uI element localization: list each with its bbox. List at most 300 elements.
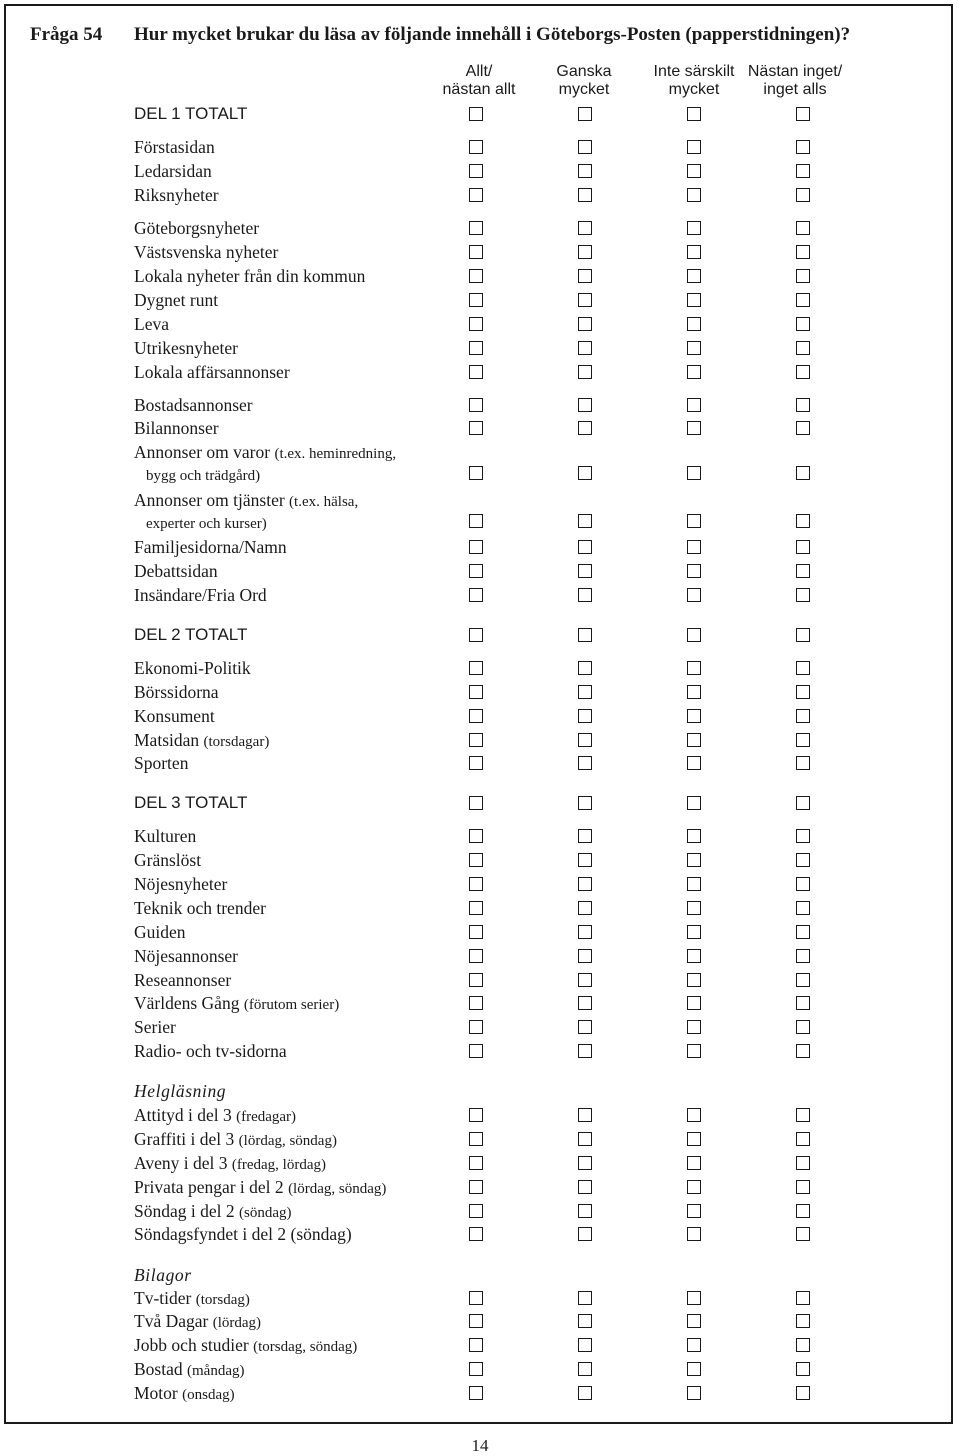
- checkbox-not-much[interactable]: [687, 925, 701, 939]
- checkbox-not-much[interactable]: [687, 188, 701, 202]
- checkbox-all[interactable]: [469, 221, 483, 235]
- row-label: [134, 945, 238, 967]
- checkbox-not-much[interactable]: [687, 1314, 701, 1328]
- checkbox-quite-much[interactable]: [578, 540, 592, 554]
- checkbox-nothing[interactable]: [796, 588, 810, 602]
- row-label-note: (t.ex. heminredning,: [274, 446, 397, 462]
- checkbox-quite-much[interactable]: [578, 140, 592, 154]
- checkbox-not-much[interactable]: [687, 685, 701, 699]
- checkbox-all[interactable]: [469, 1291, 483, 1305]
- checkbox-nothing[interactable]: [796, 1108, 810, 1122]
- checkbox-all[interactable]: [469, 877, 483, 891]
- row-label-text: Serier: [134, 1017, 176, 1037]
- row-label-text: Söndagsfyndet i del 2 (söndag): [134, 1224, 352, 1244]
- checkbox-quite-much[interactable]: [578, 588, 592, 602]
- checkbox-quite-much[interactable]: [578, 1386, 592, 1400]
- row-label: [134, 489, 358, 535]
- checkbox-all[interactable]: [469, 514, 483, 528]
- checkbox-nothing[interactable]: [796, 685, 810, 699]
- checkbox-quite-much[interactable]: [578, 514, 592, 528]
- row-label-text: Lokala affärsannonser: [134, 362, 290, 382]
- checkbox-all[interactable]: [469, 317, 483, 331]
- row-label: [134, 825, 196, 847]
- checkbox-nothing[interactable]: [796, 1291, 810, 1305]
- checkbox-quite-much[interactable]: [578, 829, 592, 843]
- row-label: [134, 921, 186, 943]
- checkbox-all[interactable]: [469, 1132, 483, 1146]
- checkbox-all[interactable]: [469, 1386, 483, 1400]
- checkbox-nothing[interactable]: [796, 221, 810, 235]
- checkbox-nothing[interactable]: [796, 1180, 810, 1194]
- row-label-text: Bilannonser: [134, 418, 219, 438]
- row-label-text: Insändare/Fria Ord: [134, 585, 267, 605]
- checkbox-quite-much[interactable]: [578, 293, 592, 307]
- row-label: [134, 289, 218, 311]
- row-label-note: (onsdag): [182, 1387, 235, 1403]
- checkbox-not-much[interactable]: [687, 1156, 701, 1170]
- row-label-text: Graffiti i del 3: [134, 1129, 239, 1149]
- checkbox-all[interactable]: [469, 756, 483, 770]
- checkbox-quite-much[interactable]: [578, 925, 592, 939]
- checkbox-all[interactable]: [469, 996, 483, 1010]
- checkbox-all[interactable]: [469, 796, 483, 810]
- row-label-text: Två Dagar: [134, 1311, 209, 1331]
- checkbox-quite-much[interactable]: [578, 996, 592, 1010]
- row-label: [134, 265, 365, 287]
- checkbox-quite-much[interactable]: [578, 564, 592, 578]
- checkbox-nothing[interactable]: [796, 1132, 810, 1146]
- page-number: 14: [471, 1436, 489, 1455]
- checkbox-not-much[interactable]: [687, 996, 701, 1010]
- row-label: [134, 1016, 176, 1038]
- row-label: [134, 313, 169, 335]
- checkbox-quite-much[interactable]: [578, 1108, 592, 1122]
- checkbox-not-much[interactable]: [687, 1338, 701, 1352]
- checkbox-not-much[interactable]: [687, 901, 701, 915]
- checkbox-not-much[interactable]: [687, 293, 701, 307]
- checkbox-nothing[interactable]: [796, 925, 810, 939]
- checkbox-nothing[interactable]: [796, 628, 810, 642]
- checkbox-quite-much[interactable]: [578, 466, 592, 480]
- checkbox-all[interactable]: [469, 398, 483, 412]
- checkbox-all[interactable]: [469, 1362, 483, 1376]
- checkbox-nothing[interactable]: [796, 540, 810, 554]
- checkbox-quite-much[interactable]: [578, 1156, 592, 1170]
- checkbox-not-much[interactable]: [687, 107, 701, 121]
- checkbox-quite-much[interactable]: [578, 685, 592, 699]
- checkbox-not-much[interactable]: [687, 1386, 701, 1400]
- checkbox-not-much[interactable]: [687, 853, 701, 867]
- checkbox-quite-much[interactable]: [578, 245, 592, 259]
- checkbox-quite-much[interactable]: [578, 365, 592, 379]
- row-label-text: Göteborgsnyheter: [134, 218, 260, 238]
- row-label-text: Teknik och trender: [134, 898, 266, 918]
- checkbox-quite-much[interactable]: [578, 796, 592, 810]
- checkbox-nothing[interactable]: [796, 1338, 810, 1352]
- column-header-quite-much: Ganska mycket: [556, 63, 612, 98]
- checkbox-nothing[interactable]: [796, 317, 810, 331]
- row-label: [134, 560, 218, 582]
- row-label: [134, 657, 251, 679]
- checkbox-quite-much[interactable]: [578, 269, 592, 283]
- checkbox-quite-much[interactable]: [578, 733, 592, 747]
- checkbox-not-much[interactable]: [687, 661, 701, 675]
- checkbox-nothing[interactable]: [796, 1314, 810, 1328]
- row-label: [134, 394, 253, 416]
- checkbox-all[interactable]: [469, 1108, 483, 1122]
- checkbox-not-much[interactable]: [687, 365, 701, 379]
- row-label: [134, 337, 238, 359]
- checkbox-all[interactable]: [469, 1180, 483, 1194]
- row-label: [134, 1287, 250, 1311]
- checkbox-all[interactable]: [469, 540, 483, 554]
- checkbox-not-much[interactable]: [687, 1180, 701, 1194]
- checkbox-all[interactable]: [469, 685, 483, 699]
- checkbox-quite-much[interactable]: [578, 398, 592, 412]
- row-label-text: DEL 1 TOTALT: [134, 104, 248, 123]
- checkbox-quite-much[interactable]: [578, 1044, 592, 1058]
- checkbox-all[interactable]: [469, 661, 483, 675]
- row-label-text: Leva: [134, 314, 169, 334]
- checkbox-all[interactable]: [469, 421, 483, 435]
- checkbox-nothing[interactable]: [796, 829, 810, 843]
- checkbox-quite-much[interactable]: [578, 661, 592, 675]
- checkbox-all[interactable]: [469, 164, 483, 178]
- checkbox-not-much[interactable]: [687, 588, 701, 602]
- row-label: [134, 160, 212, 182]
- checkbox-quite-much[interactable]: [578, 1132, 592, 1146]
- checkbox-nothing[interactable]: [796, 973, 810, 987]
- checkbox-not-much[interactable]: [687, 164, 701, 178]
- row-label: [134, 849, 201, 871]
- row-label: [134, 624, 247, 646]
- row-label-text: Världens Gång: [134, 993, 240, 1013]
- checkbox-nothing[interactable]: [796, 188, 810, 202]
- checkbox-nothing[interactable]: [796, 1020, 810, 1034]
- checkbox-nothing[interactable]: [796, 949, 810, 963]
- row-label: [134, 1128, 337, 1152]
- checkbox-not-much[interactable]: [687, 341, 701, 355]
- row-label: [134, 681, 219, 703]
- row-label: [134, 441, 396, 487]
- row-label-text: Västsvenska nyheter: [134, 242, 279, 262]
- checkbox-nothing[interactable]: [796, 514, 810, 528]
- checkbox-not-much[interactable]: [687, 140, 701, 154]
- row-label: [134, 184, 219, 206]
- row-label-text: Annonser om varor: [134, 442, 271, 462]
- row-label-text: Utrikesnyheter: [134, 338, 238, 358]
- row-label: [134, 1358, 244, 1382]
- checkbox-nothing[interactable]: [796, 293, 810, 307]
- row-label-text: Förstasidan: [134, 137, 215, 157]
- row-label-text: Privata pengar i del 2: [134, 1177, 284, 1197]
- checkbox-all[interactable]: [469, 1204, 483, 1218]
- checkbox-not-much[interactable]: [687, 628, 701, 642]
- checkbox-not-much[interactable]: [687, 466, 701, 480]
- row-label-text: Dygnet runt: [134, 290, 219, 310]
- checkbox-nothing[interactable]: [796, 853, 810, 867]
- row-label-text: Jobb och studier: [134, 1335, 249, 1355]
- checkbox-not-much[interactable]: [687, 709, 701, 723]
- checkbox-nothing[interactable]: [796, 466, 810, 480]
- row-label-text: Börssidorna: [134, 682, 219, 702]
- row-label-text: Ledarsidan: [134, 161, 212, 181]
- row-label-text: Tv-tider: [134, 1288, 192, 1308]
- checkbox-all[interactable]: [469, 245, 483, 259]
- row-label-text: Attityd i del 3: [134, 1105, 232, 1125]
- checkbox-nothing[interactable]: [796, 140, 810, 154]
- row-label: [134, 361, 290, 383]
- row-label-note: (lördag): [212, 1315, 262, 1331]
- row-label-text: DEL 3 TOTALT: [134, 793, 248, 812]
- row-label: [134, 217, 259, 239]
- checkbox-nothing[interactable]: [796, 796, 810, 810]
- row-label-note: (torsdag): [195, 1292, 250, 1308]
- row-label-note: (söndag): [239, 1205, 292, 1221]
- checkbox-all[interactable]: [469, 901, 483, 915]
- checkbox-not-much[interactable]: [687, 269, 701, 283]
- checkbox-quite-much[interactable]: [578, 1291, 592, 1305]
- checkbox-quite-much[interactable]: [578, 317, 592, 331]
- checkbox-nothing[interactable]: [796, 269, 810, 283]
- checkbox-all[interactable]: [469, 269, 483, 283]
- checkbox-all[interactable]: [469, 853, 483, 867]
- checkbox-quite-much[interactable]: [578, 188, 592, 202]
- checkbox-nothing[interactable]: [796, 421, 810, 435]
- row-label-text: Ekonomi-Politik: [134, 658, 251, 678]
- row-label-text: Sporten: [134, 753, 189, 773]
- checkbox-not-much[interactable]: [687, 733, 701, 747]
- row-label: [134, 752, 188, 774]
- row-label: [134, 1223, 352, 1245]
- checkbox-nothing[interactable]: [796, 709, 810, 723]
- row-label: [134, 1200, 292, 1224]
- checkbox-quite-much[interactable]: [578, 221, 592, 235]
- checkbox-nothing[interactable]: [796, 1362, 810, 1376]
- row-label-text: Radio- och tv-sidorna: [134, 1041, 287, 1061]
- checkbox-nothing[interactable]: [796, 365, 810, 379]
- checkbox-quite-much[interactable]: [578, 1362, 592, 1376]
- checkbox-nothing[interactable]: [796, 756, 810, 770]
- checkbox-quite-much[interactable]: [578, 1338, 592, 1352]
- row-label-note: (lördag, söndag): [288, 1181, 387, 1197]
- checkbox-not-much[interactable]: [687, 756, 701, 770]
- checkbox-not-much[interactable]: [687, 540, 701, 554]
- row-label-text: Nöjesnyheter: [134, 874, 228, 894]
- row-label: [134, 705, 215, 727]
- checkbox-all[interactable]: [469, 341, 483, 355]
- checkbox-all[interactable]: [469, 973, 483, 987]
- checkbox-not-much[interactable]: [687, 421, 701, 435]
- checkbox-nothing[interactable]: [796, 1156, 810, 1170]
- checkbox-quite-much[interactable]: [578, 1180, 592, 1194]
- row-label: [134, 1104, 296, 1128]
- row-label-note: (måndag): [187, 1363, 245, 1379]
- row-label-text: Matsidan: [134, 730, 200, 750]
- column-header-all: Allt/ nästan allt: [442, 63, 516, 98]
- checkbox-all[interactable]: [469, 1338, 483, 1352]
- checkbox-quite-much[interactable]: [578, 1314, 592, 1328]
- row-label: [134, 417, 219, 439]
- checkbox-not-much[interactable]: [687, 949, 701, 963]
- checkbox-quite-much[interactable]: [578, 973, 592, 987]
- row-label-text: Familjesidorna/Namn: [134, 537, 287, 557]
- row-label-text: Riksnyheter: [134, 185, 219, 205]
- row-label-text: Aveny i del 3: [134, 1153, 232, 1173]
- checkbox-not-much[interactable]: [687, 973, 701, 987]
- checkbox-quite-much[interactable]: [578, 1204, 592, 1218]
- row-label-text: Söndag i del 2: [134, 1201, 235, 1221]
- row-label-text: Kulturen: [134, 826, 197, 846]
- row-label-text: Bostad: [134, 1359, 183, 1379]
- row-label: [134, 992, 339, 1016]
- checkbox-nothing[interactable]: [796, 341, 810, 355]
- checkbox-all[interactable]: [469, 140, 483, 154]
- row-label-note: (t.ex. hälsa,: [289, 494, 359, 510]
- checkbox-quite-much[interactable]: [578, 341, 592, 355]
- row-label: [134, 873, 227, 895]
- row-label-text: Guiden: [134, 922, 186, 942]
- checkbox-quite-much[interactable]: [578, 1227, 592, 1241]
- checkbox-not-much[interactable]: [687, 1108, 701, 1122]
- checkbox-quite-much[interactable]: [578, 901, 592, 915]
- checkbox-all[interactable]: [469, 564, 483, 578]
- row-label: [134, 969, 231, 991]
- checkbox-nothing[interactable]: [796, 996, 810, 1010]
- row-label-text: Konsument: [134, 706, 215, 726]
- checkbox-not-much[interactable]: [687, 514, 701, 528]
- checkbox-nothing[interactable]: [796, 245, 810, 259]
- row-label-text: Reseannonser: [134, 970, 232, 990]
- checkbox-nothing[interactable]: [796, 107, 810, 121]
- checkbox-all[interactable]: [469, 466, 483, 480]
- checkbox-quite-much[interactable]: [578, 1020, 592, 1034]
- checkbox-quite-much[interactable]: [578, 107, 592, 121]
- checkbox-nothing[interactable]: [796, 901, 810, 915]
- row-label-text: Motor: [134, 1383, 178, 1403]
- row-label-note: (torsdagar): [203, 734, 270, 750]
- checkbox-quite-much[interactable]: [578, 164, 592, 178]
- checkbox-all[interactable]: [469, 709, 483, 723]
- checkbox-nothing[interactable]: [796, 661, 810, 675]
- checkbox-nothing[interactable]: [796, 1386, 810, 1400]
- checkbox-not-much[interactable]: [687, 796, 701, 810]
- row-label: [134, 1382, 235, 1406]
- checkbox-quite-much[interactable]: [578, 853, 592, 867]
- checkbox-all[interactable]: [469, 1156, 483, 1170]
- row-label-note: (fredag, lördag): [231, 1157, 326, 1173]
- column-header-not-much: Inte särskilt mycket: [653, 63, 735, 98]
- checkbox-not-much[interactable]: [687, 221, 701, 235]
- checkbox-all[interactable]: [469, 1020, 483, 1034]
- checkbox-not-much[interactable]: [687, 877, 701, 891]
- checkbox-not-much[interactable]: [687, 1204, 701, 1218]
- row-label-text: DEL 2 TOTALT: [134, 625, 248, 644]
- row-label: [134, 1310, 261, 1334]
- checkbox-quite-much[interactable]: [578, 628, 592, 642]
- checkbox-not-much[interactable]: [687, 1044, 701, 1058]
- column-header-nothing: Nästan inget/ inget alls: [747, 63, 843, 98]
- row-label-text: Annonser om tjänster: [134, 490, 285, 510]
- checkbox-all[interactable]: [469, 628, 483, 642]
- row-label-continuation: experter och kurser): [146, 516, 267, 532]
- checkbox-quite-much[interactable]: [578, 709, 592, 723]
- checkbox-all[interactable]: [469, 588, 483, 602]
- row-label: [134, 897, 266, 919]
- row-label: [134, 536, 287, 558]
- checkbox-not-much[interactable]: [687, 1020, 701, 1034]
- checkbox-all[interactable]: [469, 365, 483, 379]
- row-label: [134, 1152, 326, 1176]
- row-label: [134, 1040, 287, 1062]
- row-label: [134, 584, 267, 606]
- checkbox-nothing[interactable]: [796, 1227, 810, 1241]
- checkbox-not-much[interactable]: [687, 564, 701, 578]
- checkbox-all[interactable]: [469, 1227, 483, 1241]
- row-label-note: (lördag, söndag): [238, 1133, 337, 1149]
- checkbox-nothing[interactable]: [796, 398, 810, 412]
- row-label: [134, 1176, 386, 1200]
- checkbox-not-much[interactable]: [687, 1362, 701, 1376]
- row-label: [134, 103, 247, 125]
- row-label-text: Debattsidan: [134, 561, 218, 581]
- checkbox-all[interactable]: [469, 733, 483, 747]
- row-label-note: (förutom serier): [243, 997, 340, 1013]
- checkbox-quite-much[interactable]: [578, 421, 592, 435]
- row-label: [134, 792, 247, 814]
- checkbox-not-much[interactable]: [687, 398, 701, 412]
- checkbox-nothing[interactable]: [796, 164, 810, 178]
- row-label-note: (fredagar): [236, 1109, 297, 1125]
- checkbox-nothing[interactable]: [796, 1204, 810, 1218]
- row-label-text: Nöjesannonser: [134, 946, 239, 966]
- checkbox-nothing[interactable]: [796, 877, 810, 891]
- checkbox-all[interactable]: [469, 293, 483, 307]
- checkbox-all[interactable]: [469, 107, 483, 121]
- row-label-note: (torsdag, söndag): [253, 1339, 358, 1355]
- row-label: [134, 241, 278, 263]
- checkbox-all[interactable]: [469, 188, 483, 202]
- row-label-continuation: bygg och trädgård): [146, 468, 261, 484]
- checkbox-all[interactable]: [469, 925, 483, 939]
- checkbox-all[interactable]: [469, 829, 483, 843]
- row-label-text: Gränslöst: [134, 850, 202, 870]
- checkbox-all[interactable]: [469, 1314, 483, 1328]
- checkbox-not-much[interactable]: [687, 245, 701, 259]
- row-label: [134, 136, 215, 158]
- checkbox-quite-much[interactable]: [578, 877, 592, 891]
- checkbox-all[interactable]: [469, 949, 483, 963]
- question-number: Fråga 54: [30, 24, 103, 45]
- checkbox-nothing[interactable]: [796, 1044, 810, 1058]
- checkbox-not-much[interactable]: [687, 317, 701, 331]
- checkbox-nothing[interactable]: [796, 733, 810, 747]
- checkbox-nothing[interactable]: [796, 564, 810, 578]
- checkbox-quite-much[interactable]: [578, 756, 592, 770]
- row-label: [134, 1334, 357, 1358]
- checkbox-not-much[interactable]: [687, 1227, 701, 1241]
- checkbox-all[interactable]: [469, 1044, 483, 1058]
- section-header-bilagor: Bilagor: [134, 1265, 192, 1285]
- row-label-text: Bostadsannonser: [134, 395, 253, 415]
- checkbox-not-much[interactable]: [687, 1132, 701, 1146]
- checkbox-not-much[interactable]: [687, 1291, 701, 1305]
- checkbox-quite-much[interactable]: [578, 949, 592, 963]
- row-label-text: Lokala nyheter från din kommun: [134, 266, 366, 286]
- checkbox-not-much[interactable]: [687, 829, 701, 843]
- section-header-helglasning: Helgläsning: [134, 1081, 227, 1101]
- question-text: Hur mycket brukar du läsa av följande innehåll i Göteborgs-Posten (papperstidningen)?: [134, 24, 851, 45]
